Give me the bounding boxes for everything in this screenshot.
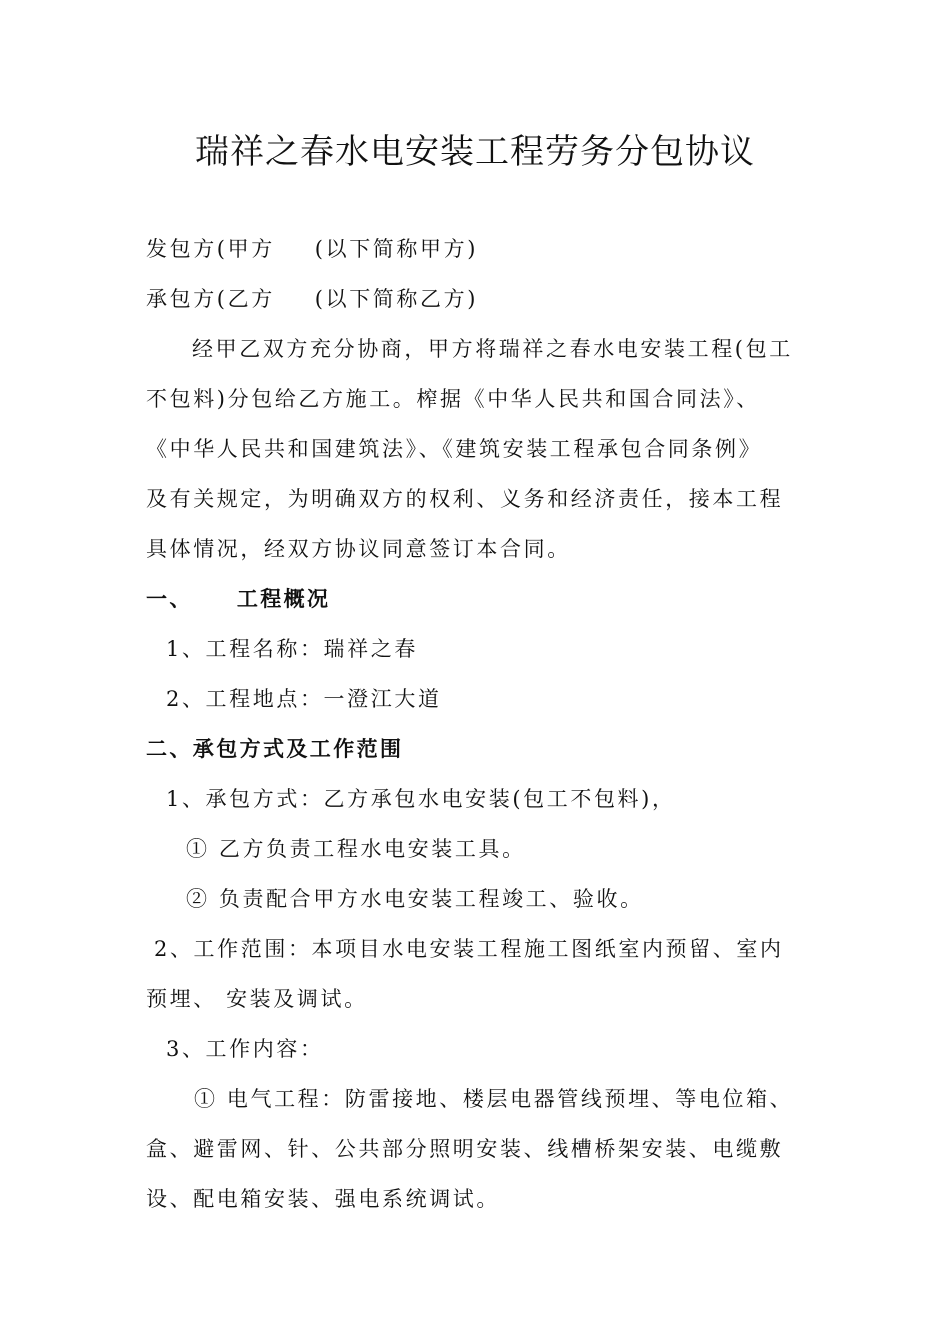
intro-line-1: 经甲乙双方充分协商，甲方将瑞祥之春水电安装工程(包工 [192,337,793,361]
electrical-line-2: 盒、避雷网、针、公共部分照明安装、线槽桥架安装、电缆敷 [146,1137,784,1161]
party-a-line [146,224,810,274]
party-b-label: 承包方(乙方 [146,287,275,311]
intro-line-2: 不包料)分包给乙方施工。榨据《中华人民共和国合同法》、 [146,387,760,411]
intro-line-4: 及有关规定，为明确双方的权利、义务和经济责任，接本工程 [146,487,784,511]
method-sub-item-1: ① 乙方负责工程水电安装工具。 [186,837,526,861]
section-1-heading [146,574,810,624]
section-1-number: 一、 [146,587,193,611]
contract-method: 1、承包方式：乙方承包水电安装(包工不包料)， [166,787,676,811]
section-1-title: 工程概况 [236,587,331,611]
project-name: 1、工程名称：瑞祥之春 [166,637,418,661]
document-body [146,224,810,1224]
work-scope-line-2: 预埋、 安装及调试。 [146,987,368,1011]
electrical-line-3: 设、配电箱安装、强电系统调试。 [146,1187,500,1211]
intro-line-3: 《中华人民共和国建筑法》、《建筑安装工程承包合同条例》 [146,437,763,461]
party-a-note: (以下简称甲方) [314,237,478,261]
project-location: 2、工程地点：一澄江大道 [166,687,442,711]
intro-line-5: 具体情况，经双方协议同意签订本合同。 [146,537,571,561]
document-title: 瑞祥之春水电安装工程劳务分包协议 [195,132,755,172]
party-b-line [146,274,810,324]
work-content-label: 3、工作内容： [166,1037,324,1061]
party-b-note: (以下简称乙方) [314,287,478,311]
party-a-label: 发包方(甲方 [146,237,275,261]
section-2-heading: 二、承包方式及工作范围 [146,737,404,761]
work-scope-line-1: 2、工作范围：本项目水电安装工程施工图纸室内预留、室内 [154,937,784,961]
method-sub-item-2: ② 负责配合甲方水电安装工程竣工、验收。 [186,887,644,911]
electrical-line-1: ① 电气工程：防雷接地、楼层电器管线预埋、等电位箱、 [194,1087,794,1111]
